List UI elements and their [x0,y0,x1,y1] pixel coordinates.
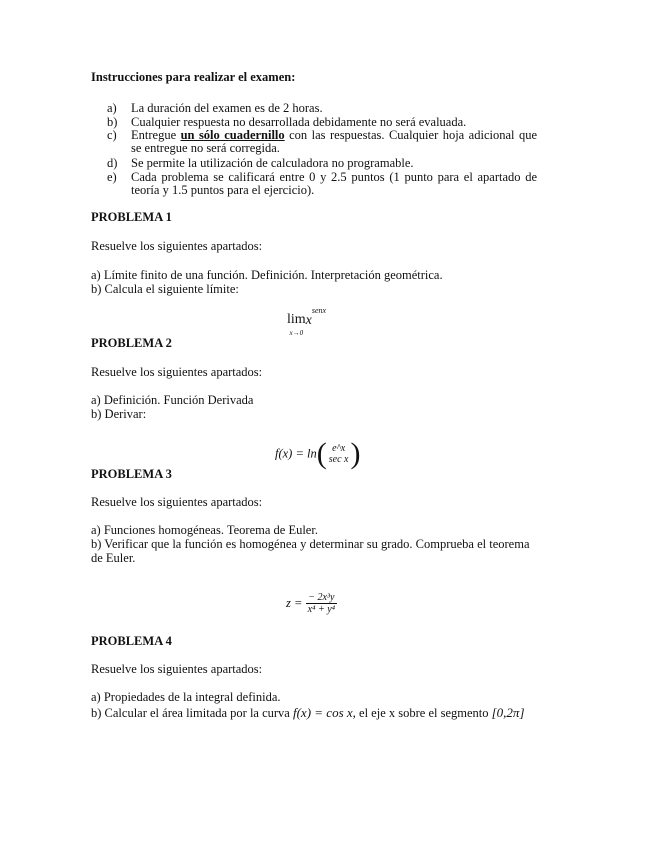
problem-title: PROBLEMA 1 [91,210,172,224]
instruction-item [107,157,537,170]
item-text: Cada problema se calificará entre 0 y 2.5 puntos (1 punto para el apartado de teoría y 1.5 puntos para el ejercicio). [131,170,537,197]
item-text: Se permite la utilización de calculadora no programable. [131,156,414,170]
problem-item-inline [91,705,525,721]
item-text-pre: Entregue [131,128,181,142]
item-label: a) [107,101,117,115]
item-text-middle: el eje x sobre el segmento [359,706,489,720]
curve-formula: f(x) = cos x, [292,705,356,720]
instruction-item [107,171,537,197]
item-label: e) [107,170,117,184]
item-text-strong: un sólo cuadernillo [180,128,285,142]
problem-intro: Resuelve los siguientes apartados: [91,239,263,253]
problem-item: b) Derivar: [91,407,147,421]
item-text: b) Calcular el área limitada por la curva [91,706,290,720]
numerator: e^x [332,443,346,454]
problem-intro: Resuelve los siguientes apartados: [91,662,263,676]
problem-item: a) Funciones homogéneas. Teorema de Euler. [91,523,318,537]
paren-left: ( [316,437,327,470]
fraction [327,443,351,465]
lim-exp: senx [311,306,327,315]
derivative-formula [275,437,360,471]
problem-item: a) Propiedades de la integral definida. [91,690,281,704]
instruction-item [107,102,537,115]
problem-intro: Resuelve los siguientes apartados: [91,365,263,379]
denominator: sec x [328,454,349,465]
instructions-title: Instrucciones para realizar el examen: [91,70,296,84]
denominator: x⁴ + y⁴ [307,604,336,615]
lim-base: x [305,313,312,329]
lim-under: x→0 [289,329,304,337]
item-text [131,129,537,155]
problem-title: PROBLEMA 3 [91,467,172,481]
instruction-item [107,129,537,155]
problem-item: a) Límite finito de una función. Definición. Interpretación geométrica. [91,268,443,282]
problem-title: PROBLEMA 4 [91,634,172,648]
item-label: c) [107,128,117,142]
problem-item: a) Definición. Función Derivada [91,393,254,407]
problem-intro: Resuelve los siguientes apartados: [91,495,263,509]
formula-lhs: f(x) = ln [275,446,317,461]
item-text-post: con las respuestas. Cualquier hoja adicional que se entregue no será corregida. [131,128,537,155]
item-text: La duración del examen es de 2 horas. [131,101,323,115]
interval: [0,2π] [491,705,525,720]
lim-word: lim [287,312,306,327]
problem-item: b) Verificar que la función es homogénea y determinar su grado. Comprueba el teorema de Euler. [91,537,530,565]
limit-formula [287,306,327,343]
paren-right: ) [350,437,361,470]
item-label: d) [107,156,118,170]
fraction [306,592,338,615]
homogeneous-formula [286,592,337,615]
numerator: − 2x³y [306,592,338,604]
problem-item: b) Calcula el siguiente límite: [91,282,239,296]
formula-lhs: z = [286,596,303,610]
item-text: Cualquier respuesta no desarrollada debidamente no será evaluada. [131,115,467,129]
problem-title: PROBLEMA 2 [91,336,172,350]
item-label: b) [107,115,118,129]
